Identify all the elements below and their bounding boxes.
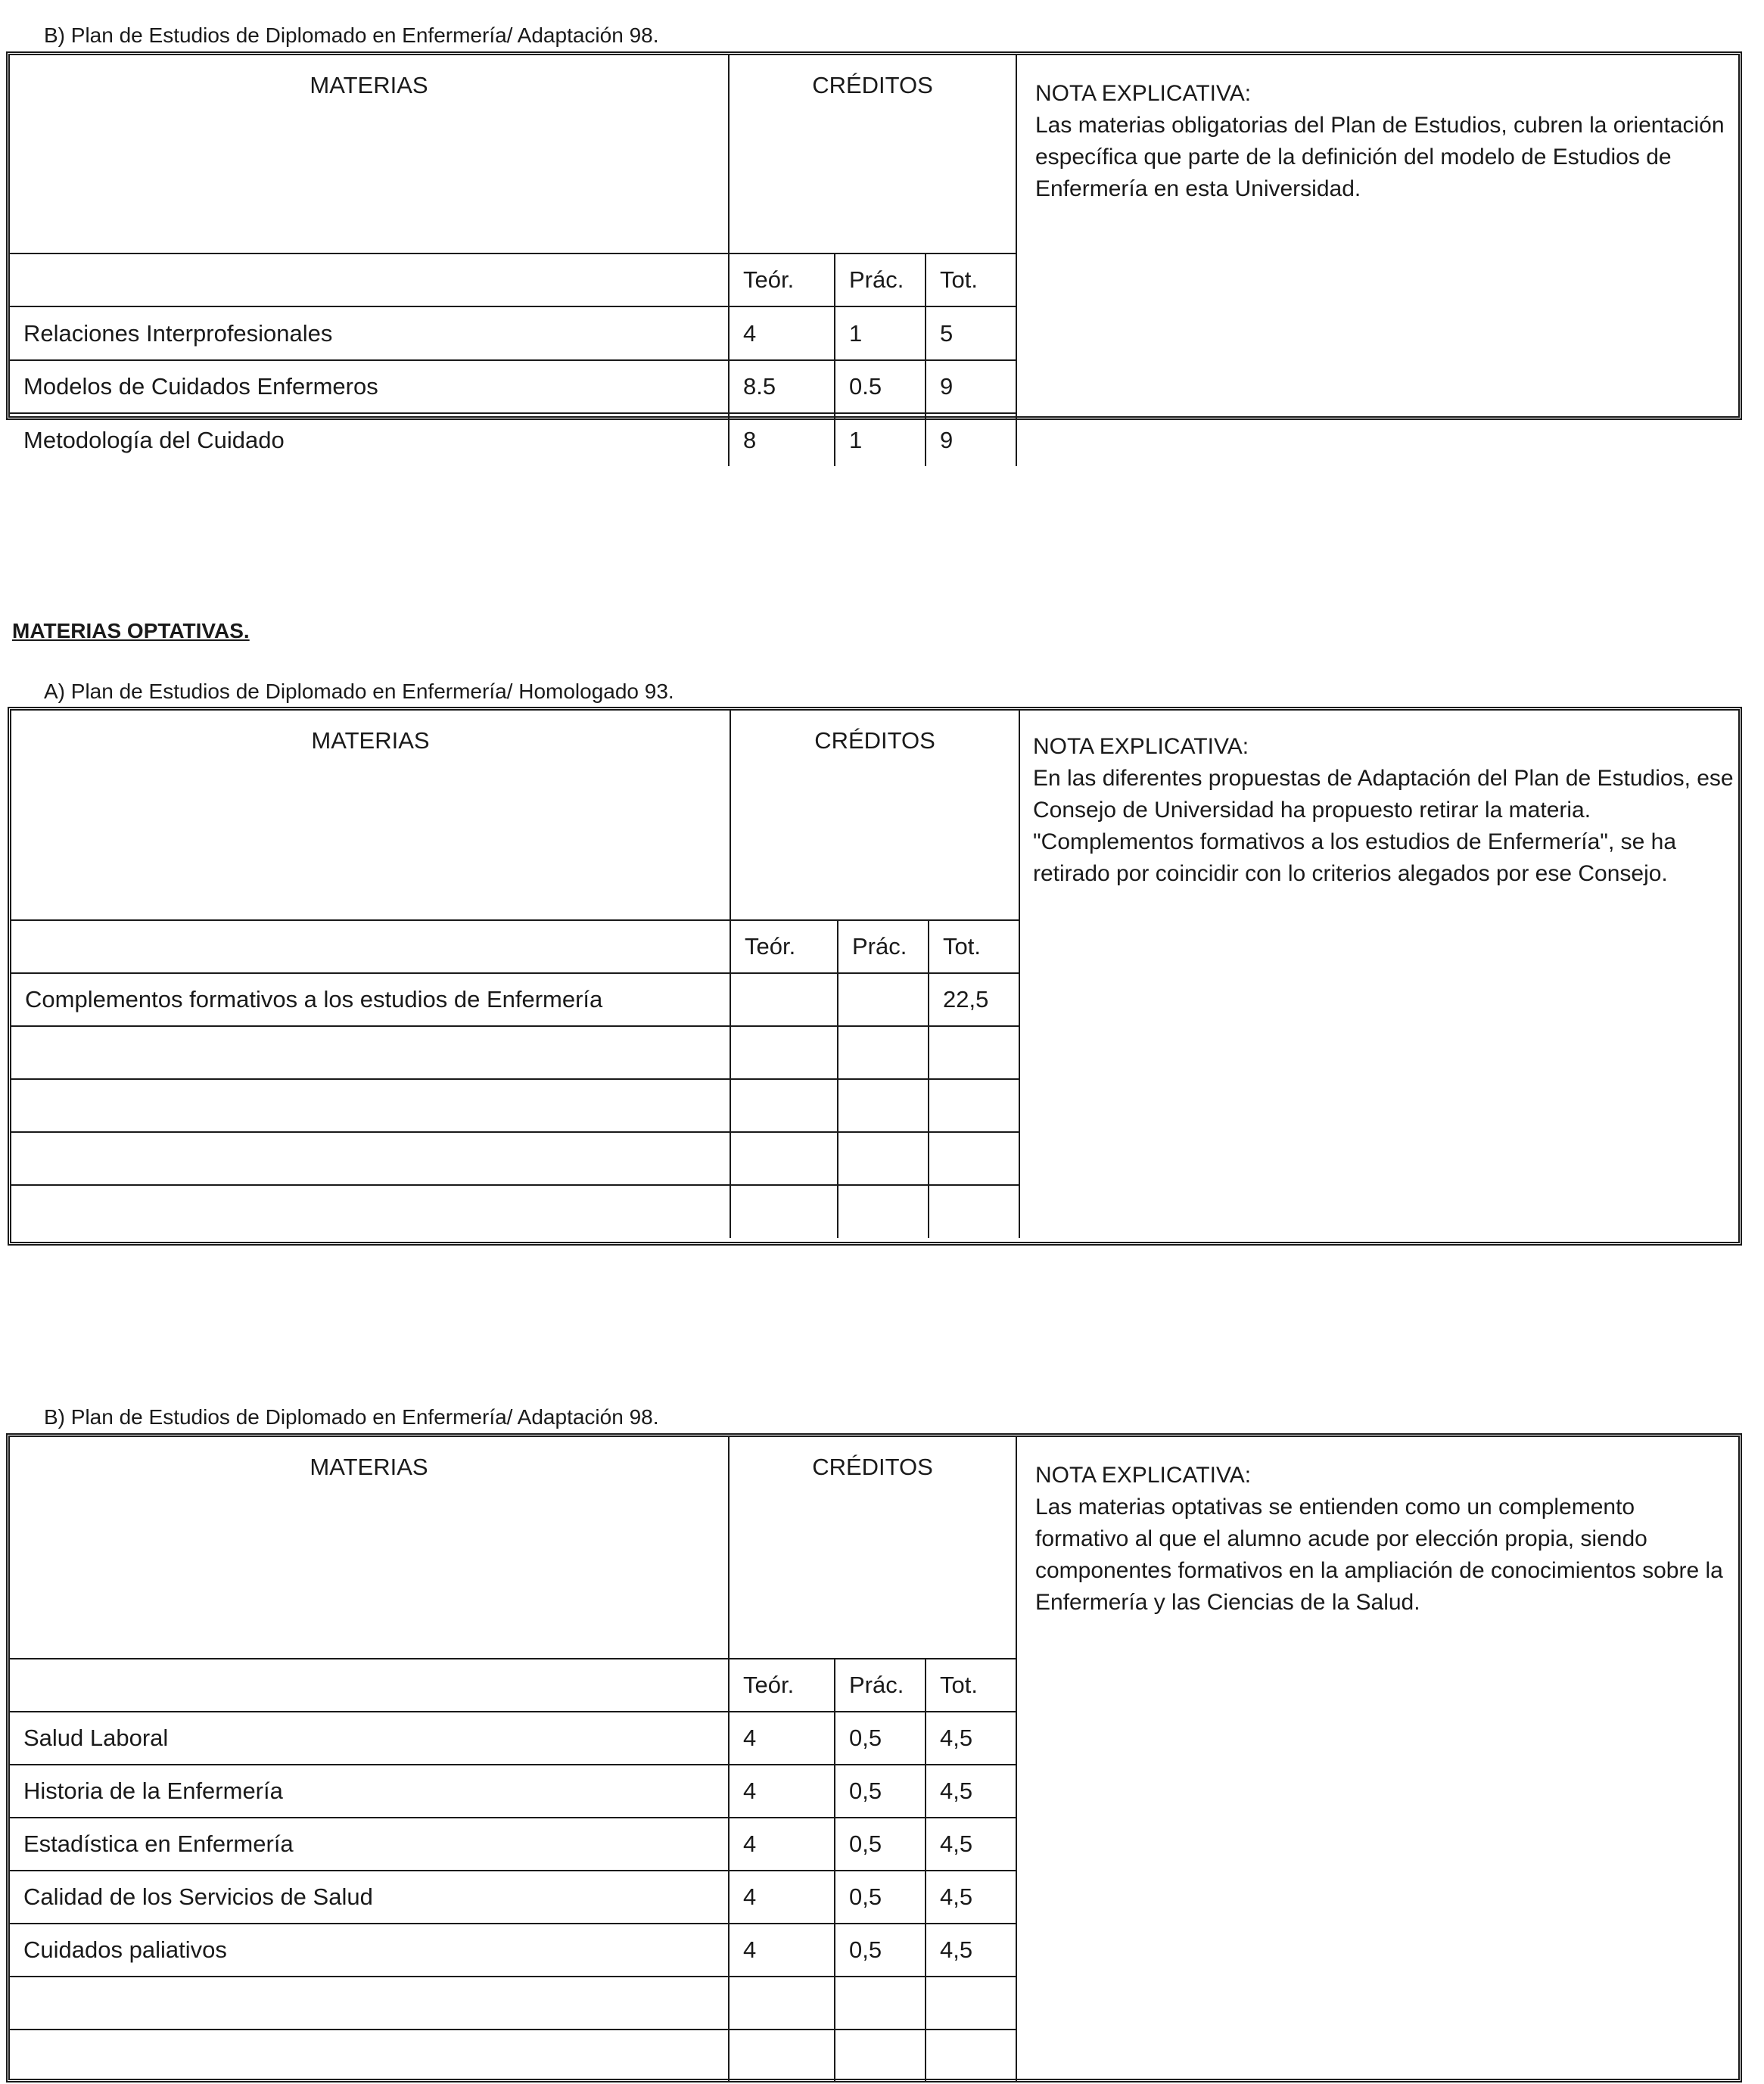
col-header-materias: MATERIAS xyxy=(11,711,730,920)
table-row xyxy=(10,1871,1016,1924)
credits-table xyxy=(10,1437,1017,2082)
table-row xyxy=(11,1026,1019,1079)
row-subject: Modelos de Cuidados Enfermeros xyxy=(10,360,729,413)
row-subject xyxy=(10,2030,729,2082)
row-prac xyxy=(838,1079,929,1132)
col-header-tot: Tot. xyxy=(926,254,1016,306)
row-prac: 1 xyxy=(835,306,926,360)
row-tot xyxy=(926,1977,1016,2030)
row-teor: 4 xyxy=(729,1818,835,1871)
row-subject xyxy=(10,1977,729,2030)
row-tot xyxy=(929,1079,1019,1132)
col-header-teor: Teór. xyxy=(730,920,838,973)
row-prac xyxy=(838,973,929,1026)
row-teor xyxy=(730,973,838,1026)
plan-table-optativas-98 xyxy=(6,1433,1742,2082)
table-row xyxy=(11,1079,1019,1132)
explanatory-note xyxy=(1033,731,1737,890)
row-tot xyxy=(929,1132,1019,1185)
row-prac: 1 xyxy=(835,413,926,466)
row-teor xyxy=(729,2030,835,2082)
row-teor: 4 xyxy=(729,1871,835,1924)
row-tot: 4,5 xyxy=(926,1871,1016,1924)
row-tot: 4,5 xyxy=(926,1712,1016,1765)
row-teor: 4 xyxy=(729,1765,835,1818)
row-subject: Complementos formativos a los estudios de Enfermería xyxy=(11,973,730,1026)
row-prac: 0,5 xyxy=(835,1871,926,1924)
row-teor: 8.5 xyxy=(729,360,835,413)
plan-caption-homologado-93: A) Plan de Estudios de Diplomado en Enfermería/ Homologado 93. xyxy=(44,680,674,703)
note-text: Las materias optativas se entienden como un complemento formativo al que el alumno acude por elección propia, siendo componentes formativos en la ampliación de conocimientos sobre la Enfermería y las Ciencias de la Salud. xyxy=(1035,1495,1723,1615)
table-row xyxy=(10,1712,1016,1765)
plan-table-optativas-93 xyxy=(8,707,1742,1246)
row-teor xyxy=(730,1185,838,1238)
table-row xyxy=(10,413,1016,466)
row-subject: Salud Laboral xyxy=(10,1712,729,1765)
table-row xyxy=(10,1924,1016,1977)
row-teor: 8 xyxy=(729,413,835,466)
row-prac: 0,5 xyxy=(835,1924,926,1977)
row-teor xyxy=(730,1132,838,1185)
note-title: NOTA EXPLICATIVA: xyxy=(1035,1463,1252,1488)
row-tot: 4,5 xyxy=(926,1924,1016,1977)
row-prac xyxy=(838,1026,929,1079)
row-tot: 22,5 xyxy=(929,973,1019,1026)
note-title: NOTA EXPLICATIVA: xyxy=(1033,734,1249,759)
col-header-prac: Prác. xyxy=(835,1659,926,1712)
row-prac xyxy=(835,1977,926,2030)
row-teor xyxy=(729,1977,835,2030)
explanatory-note xyxy=(1035,78,1731,205)
row-subject: Cuidados paliativos xyxy=(10,1924,729,1977)
row-tot: 9 xyxy=(926,413,1016,466)
col-header-tot: Tot. xyxy=(929,920,1019,973)
row-teor xyxy=(730,1079,838,1132)
row-tot xyxy=(926,2030,1016,2082)
row-tot xyxy=(929,1185,1019,1238)
table-row xyxy=(10,360,1016,413)
col-header-tot: Tot. xyxy=(926,1659,1016,1712)
col-header-blank xyxy=(11,920,730,973)
row-subject xyxy=(11,1026,730,1079)
row-prac: 0,5 xyxy=(835,1765,926,1818)
table-row xyxy=(11,1185,1019,1238)
plan-table-obligatorias xyxy=(6,51,1742,453)
note-title: NOTA EXPLICATIVA: xyxy=(1035,81,1252,106)
col-header-creditos: CRÉDITOS xyxy=(729,1437,1016,1659)
row-tot: 4,5 xyxy=(926,1818,1016,1871)
row-subject xyxy=(11,1185,730,1238)
row-teor: 4 xyxy=(729,306,835,360)
table-row xyxy=(10,1818,1016,1871)
row-prac xyxy=(838,1185,929,1238)
col-header-creditos: CRÉDITOS xyxy=(729,55,1016,254)
row-prac xyxy=(838,1132,929,1185)
row-subject xyxy=(11,1079,730,1132)
row-teor: 4 xyxy=(729,1924,835,1977)
row-subject xyxy=(11,1132,730,1185)
row-prac xyxy=(835,2030,926,2082)
table-row xyxy=(11,1132,1019,1185)
col-header-materias: MATERIAS xyxy=(10,55,729,254)
row-subject: Calidad de los Servicios de Salud xyxy=(10,1871,729,1924)
row-teor xyxy=(730,1026,838,1079)
credits-table xyxy=(11,711,1020,1238)
section-title-optativas: MATERIAS OPTATIVAS. xyxy=(12,619,250,642)
row-teor: 4 xyxy=(729,1712,835,1765)
note-text: En las diferentes propuestas de Adaptación del Plan de Estudios, ese Consejo de Universidad ha propuesto retirar la materia. "Complementos formativos a los estudios de Enfermería", se ha retirado por coincidir con lo criterios alegados por ese Consejo. xyxy=(1033,766,1734,886)
row-tot: 9 xyxy=(926,360,1016,413)
table-row xyxy=(10,306,1016,360)
explanatory-note xyxy=(1035,1460,1731,1619)
col-header-creditos: CRÉDITOS xyxy=(730,711,1019,920)
plan-caption-adaptacion-98-optativas: B) Plan de Estudios de Diplomado en Enfermería/ Adaptación 98. xyxy=(44,1405,659,1429)
col-header-blank xyxy=(10,254,729,306)
row-prac: 0.5 xyxy=(835,360,926,413)
table-row xyxy=(10,2030,1016,2082)
row-subject: Historia de la Enfermería xyxy=(10,1765,729,1818)
row-subject: Metodología del Cuidado xyxy=(10,413,729,466)
plan-caption-adaptacion-98: B) Plan de Estudios de Diplomado en Enfermería/ Adaptación 98. xyxy=(44,23,659,47)
col-header-prac: Prác. xyxy=(835,254,926,306)
row-subject: Estadística en Enfermería xyxy=(10,1818,729,1871)
table-row xyxy=(10,1765,1016,1818)
col-header-materias: MATERIAS xyxy=(10,1437,729,1659)
row-subject: Relaciones Interprofesionales xyxy=(10,306,729,360)
col-header-blank xyxy=(10,1659,729,1712)
col-header-teor: Teór. xyxy=(729,1659,835,1712)
table-row xyxy=(10,1977,1016,2030)
col-header-teor: Teór. xyxy=(729,254,835,306)
col-header-prac: Prác. xyxy=(838,920,929,973)
row-tot: 5 xyxy=(926,306,1016,360)
row-tot: 4,5 xyxy=(926,1765,1016,1818)
row-tot xyxy=(929,1026,1019,1079)
credits-table xyxy=(10,55,1017,466)
note-text: Las materias obligatorias del Plan de Estudios, cubren la orientación específica que parte de la definición del modelo de Estudios de Enfermería en esta Universidad. xyxy=(1035,113,1725,201)
table-row xyxy=(11,973,1019,1026)
row-prac: 0,5 xyxy=(835,1818,926,1871)
row-prac: 0,5 xyxy=(835,1712,926,1765)
